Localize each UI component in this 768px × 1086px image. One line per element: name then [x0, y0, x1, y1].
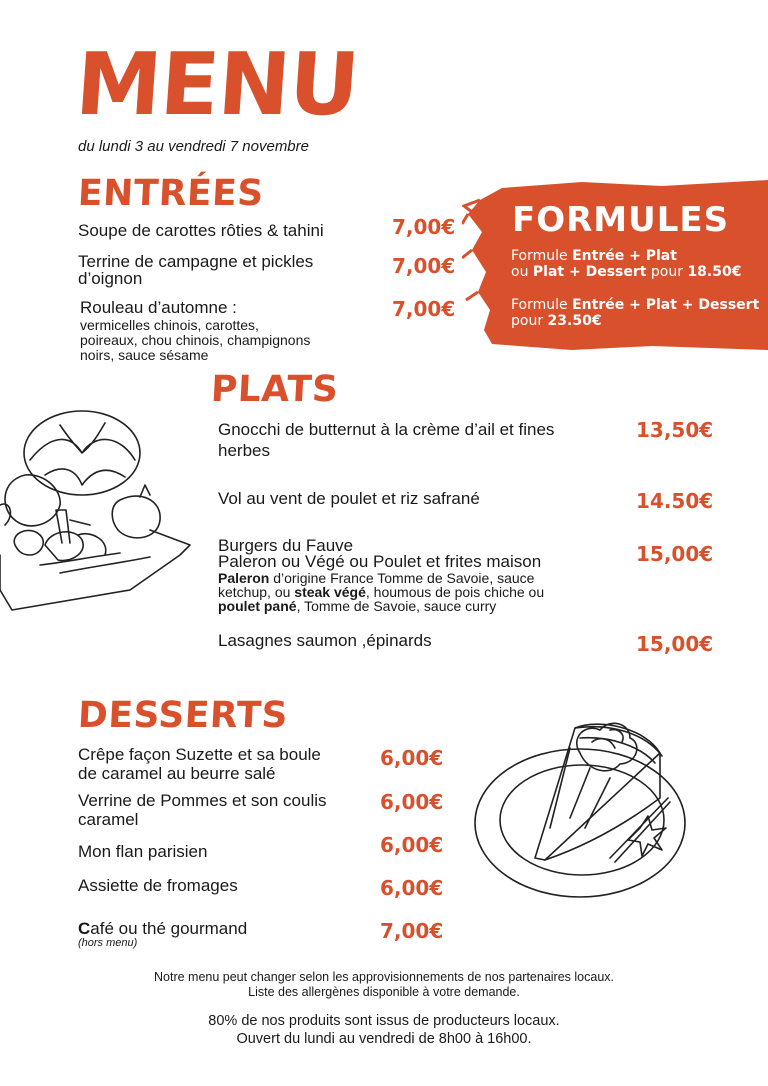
- dessert-4-price: 6,00€: [380, 876, 444, 900]
- dessert-2-name-line1: Verrine de Pommes et son coulis: [78, 791, 327, 810]
- plat-3-desc-line2: [218, 585, 544, 599]
- dessert-5-name: [78, 920, 247, 937]
- dessert-1-name-line2: de caramel au beurre salé: [78, 764, 276, 783]
- dessert-3-price: 6,00€: [380, 833, 444, 857]
- plat-3-name-line2: Paleron ou Végé ou Poulet et frites maison: [218, 552, 542, 571]
- entree-1-name: Soupe de carottes rôties & tahini: [78, 221, 324, 240]
- plat-2-price: 14.50€: [636, 489, 714, 513]
- formule-2-plus1: +: [624, 297, 646, 313]
- plat-3-desc3-bold: poulet pané: [218, 598, 297, 614]
- formule-2-prefix: Formule: [511, 297, 573, 313]
- formule-1b-dessert: Dessert: [585, 264, 647, 280]
- formule-1b-mid: pour: [646, 264, 688, 280]
- formule-2b-prefix: pour: [511, 313, 548, 329]
- formule-1b-prefix: ou: [511, 264, 533, 280]
- plat-3-desc3-rest: , Tomme de Savoie, sauce curry: [296, 598, 497, 614]
- entree-2-name-line1: Terrine de campagne et pickles: [78, 252, 314, 271]
- desserts-title: DESSERTS: [76, 695, 290, 736]
- formule-2-entree: Entrée: [572, 297, 625, 313]
- entree-1-price: 7,00€: [392, 215, 456, 239]
- dessert-2-name-line2: caramel: [78, 810, 139, 829]
- formule-2-plus2: +: [676, 297, 699, 313]
- formule-1-prefix: Formule: [511, 248, 573, 264]
- entrees-title: ENTRÉES: [76, 173, 265, 214]
- entree-2-price: 7,00€: [392, 254, 456, 278]
- menu-title: MENU: [72, 35, 362, 135]
- plat-1-name-line1: Gnocchi de butternut à la crème d’ail et fines: [218, 420, 555, 439]
- plat-1-name-line2: herbes: [218, 441, 270, 460]
- formule-1-entree: Entrée: [572, 248, 625, 264]
- plat-2-name: Vol au vent de poulet et riz safrané: [218, 489, 480, 508]
- menu-date-range: du lundi 3 au vendredi 7 novembre: [78, 138, 309, 155]
- entree-3-name: Rouleau d’automne :: [80, 298, 237, 317]
- plat-4-name: Lasagnes saumon ,épinards: [218, 631, 432, 650]
- plat-3-name-line1: Burgers du Fauve: [218, 536, 354, 555]
- dessert-3-name: Mon flan parisien: [78, 842, 208, 861]
- formule-2-line1: [511, 298, 759, 313]
- entree-3-desc-line3: noirs, sauce sésame: [80, 347, 209, 363]
- plat-3-desc-line3: [218, 599, 496, 613]
- footer-line-2: Liste des allergènes disponible à votre demande.: [248, 985, 520, 999]
- formule-1b-plus: +: [564, 264, 586, 280]
- plat-1-price: 13,50€: [636, 418, 714, 442]
- entree-3-price: 7,00€: [392, 297, 456, 321]
- plat-3-desc1-rest: d’origine France Tomme de Savoie, sauce: [269, 570, 535, 586]
- plats-title: PLATS: [209, 369, 340, 410]
- dessert-4-name: Assiette de fromages: [78, 876, 238, 895]
- dessert-2-price: 6,00€: [380, 790, 444, 814]
- footer-line-4: Ouvert du lundi au vendredi de 8h00 à 16h00.: [236, 1031, 532, 1047]
- formule-2-line2: [511, 314, 602, 329]
- dessert-5-name-rest: afé ou thé gourmand: [90, 919, 248, 938]
- formule-1-line2: [511, 265, 741, 280]
- dessert-5-name-first-letter: C: [78, 919, 91, 938]
- plat-3-desc2-rest: , houmous de pois chiche ou: [365, 584, 545, 600]
- dessert-5-price: 7,00€: [380, 919, 444, 943]
- formule-2-plat: Plat: [645, 297, 677, 313]
- formule-1-plus: +: [624, 248, 646, 264]
- dessert-1-name-line1: Crêpe façon Suzette et sa boule: [78, 745, 321, 764]
- dessert-5-note: (hors menu): [78, 937, 138, 949]
- plat-3-desc2-bold: steak végé: [294, 584, 366, 600]
- formule-1-line1: [511, 249, 677, 264]
- formule-2-price: 23.50€: [547, 313, 602, 329]
- entree-3-desc-line1: vermicelles chinois, carottes,: [80, 317, 259, 333]
- pie-slice-plate-illustration: [470, 708, 700, 908]
- plat-3-desc-line1: [218, 571, 534, 585]
- formules-title: FORMULES: [512, 200, 730, 240]
- formule-1-price: 18.50€: [687, 264, 742, 280]
- formule-1-plat: Plat: [645, 248, 677, 264]
- vegetables-cutting-board-illustration: [0, 405, 200, 615]
- plat-3-desc2-a: ketchup, ou: [218, 584, 295, 600]
- footer-line-1: Notre menu peut changer selon les approvisionnements de nos partenaires locaux.: [154, 970, 614, 984]
- dessert-1-price: 6,00€: [380, 746, 444, 770]
- plat-3-desc1-bold: Paleron: [218, 570, 270, 586]
- plat-3-price: 15,00€: [636, 542, 714, 566]
- entree-2-name-line2: d’oignon: [78, 269, 143, 288]
- formule-2-dessert: Dessert: [698, 297, 760, 313]
- entree-3-desc-line2: poireaux, chou chinois, champignons: [80, 332, 311, 348]
- footer-line-3: 80% de nos produits sont issus de producteurs locaux.: [208, 1013, 560, 1029]
- formule-1b-plat: Plat: [532, 264, 565, 280]
- plat-4-price: 15,00€: [636, 632, 714, 656]
